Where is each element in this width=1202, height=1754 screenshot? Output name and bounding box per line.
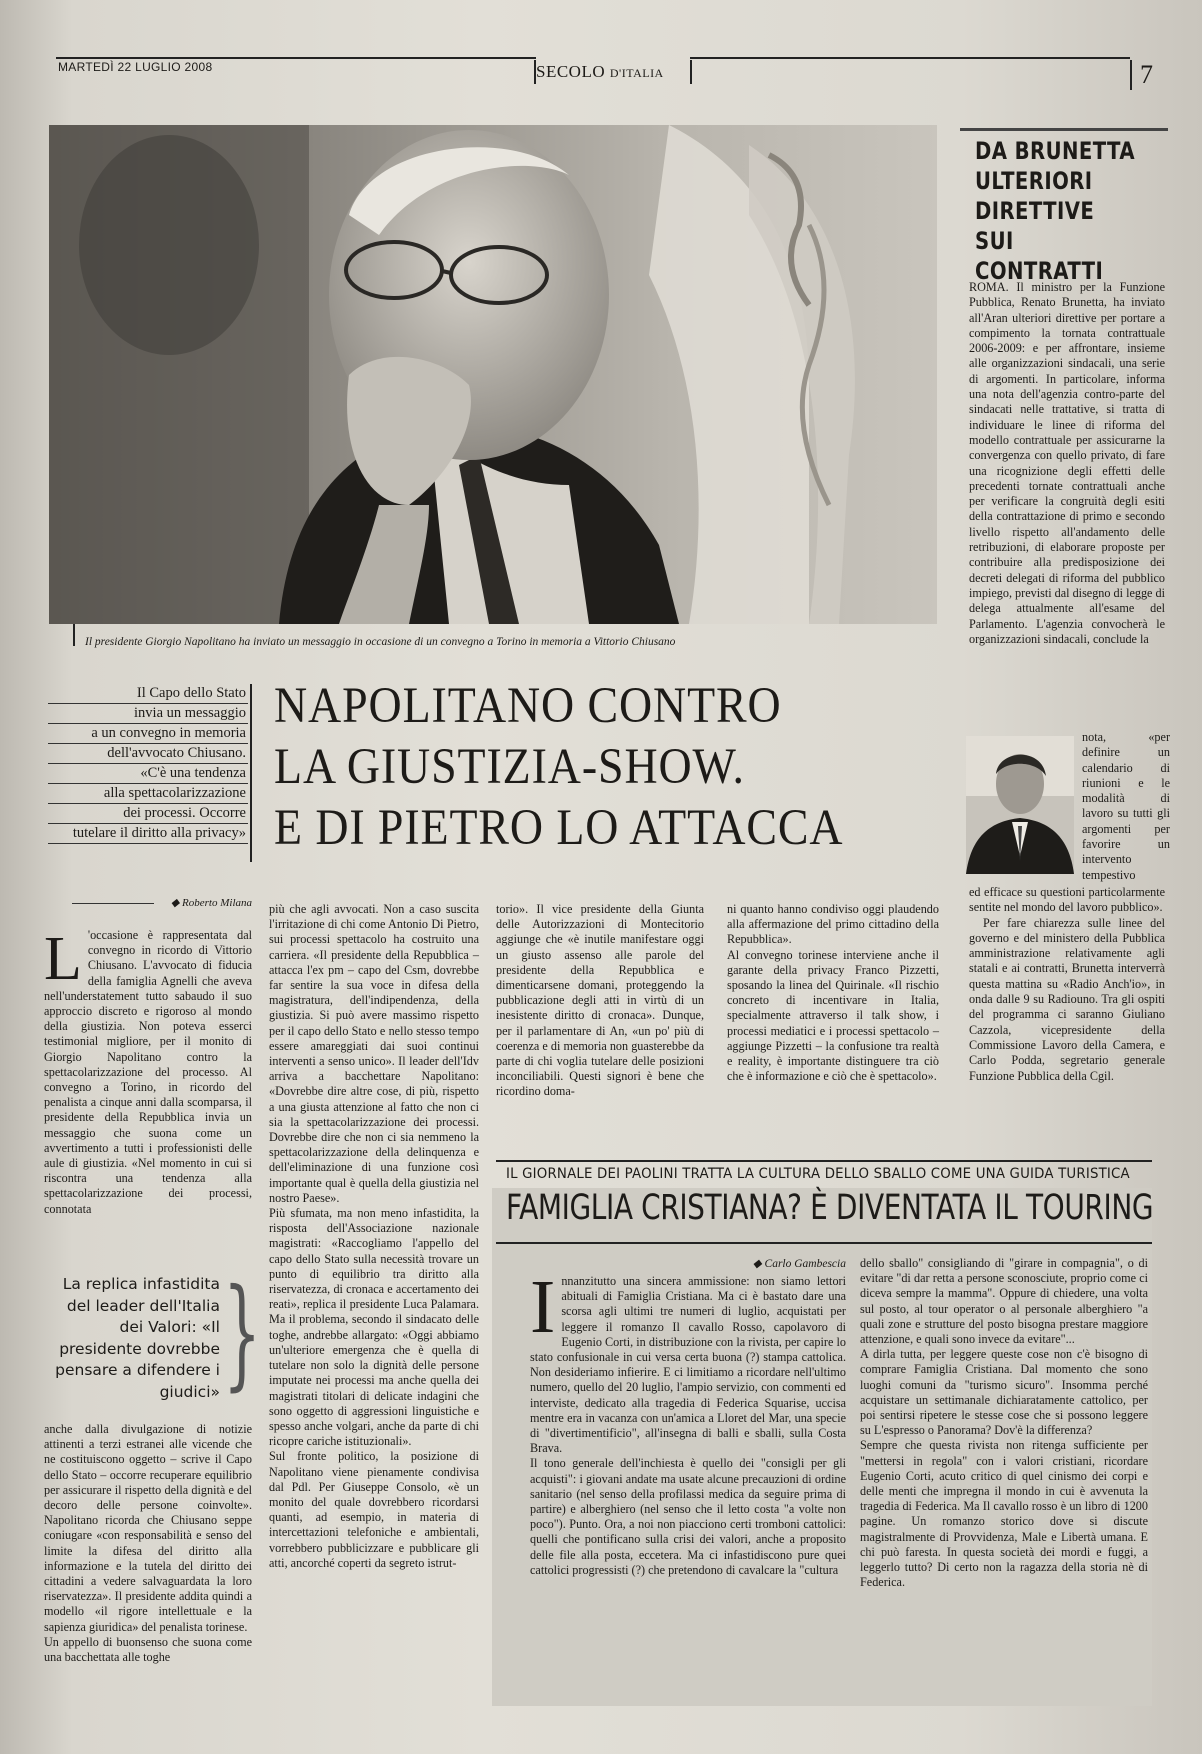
- issue-date: MARTEDÌ 22 LUGLIO 2008: [58, 60, 213, 74]
- masthead-main: SECOLO: [536, 62, 606, 81]
- story-column-1: [44, 925, 252, 1217]
- famiglia-byline: ◆ Carlo Gambescia: [752, 1258, 846, 1270]
- famiglia-rule-bottom: [496, 1242, 1152, 1244]
- page-number: 7: [1130, 60, 1153, 90]
- summary-line: dell'avvocato Chiusano.: [48, 744, 248, 764]
- sidebar-headline-line: SUI CONTRATTI: [975, 227, 1104, 285]
- story-paragraph: 'occasione è rappresentata dal convegno in ricordo di Vittorio Chiusano. L'avvocato di fiducia della famiglia Agnelli che aveva nell'understatement tutto sabaudo il suo approccio discreto e rigoroso al mondo della giustizia. Non poteva esserci testimonial migliore, per il monito di Giorgio Napolitano contro la spettacolarizzazione del processo. Al convegno a Torino, in ricordo del penalista a cinque anni dalla scomparsa, il presidente della Repubblica invia un messaggio che suona come un avvertimento a tutti i professionisti delle aule di giustizia. «Nel momento in cui si riscontra una tendenza alla spettacolarizzazione dei processi, connotata: [44, 928, 252, 1216]
- famiglia-column-2: [860, 1256, 1148, 1590]
- sidebar-headline-line: ULTERIORI: [975, 167, 1093, 195]
- byline-author: Roberto Milana: [182, 897, 252, 909]
- famiglia-rule-top: [496, 1160, 1152, 1162]
- header-rule-left: [56, 57, 536, 59]
- story-paragraph: anche dalla divulgazione di notizie attinenti a terzi estranei alle vicende che ne costituiscono oggetto – scrive il Capo dello Stato – occorre recuperare equilibrio per assicurare il rispetto della dignità e del decoro delle persone coinvolte». Napolitano ricorda che Chiusano seppe coniugare «con responsabilità e senso del limite la difesa del diritto alla informazione e la tutela del diritto dei cittadini a vedere salvaguardata la loro riservatezza». Il presidente addita quindi a modello «il rigore intellettuale e la sapienza giuridica» del penalista torinese. Un appello di buonsenso che suona come una bacchettata alle toghe: [44, 1422, 252, 1665]
- summary-line: Il Capo dello Stato: [48, 684, 248, 704]
- sidebar-paragraph: ed efficace su questioni particolarmente sentite nel mondo del lavoro pubblico».: [969, 885, 1165, 915]
- headline-line: LA GIUSTIZIA-SHOW.: [274, 739, 745, 795]
- masthead-small: D'ITALIA: [609, 66, 664, 80]
- story-column-4: [727, 902, 939, 1084]
- header-rule-right: [690, 57, 1130, 59]
- summary-line: alla spettacolarizzazione: [48, 784, 248, 804]
- header-divider: [690, 60, 692, 84]
- sidebar-headline-line: DA BRUNETTA: [975, 137, 1135, 165]
- famiglia-paragraph: dello sballo" consigliando di "girare in compagnia", o di evitare "di dar retta a persone sconosciute, proprio come ci diceva sempre la mamma". Oppure di chiedere, una volta sul posto, al tour operator o al personale alberghiero "a quali zone e strutture del posto bisogna prestare maggiore attenzione, e quali sono invece da evitare"... A dirla tutta, per leggere queste cose non c'è bisogno di comprare Famiglia Cristiana. Dal momento che sono luoghi comuni da "turismo sicuro". Insomma perché acquistare un settimanale dichiaratamente cattolico, per poi sentirsi ripetere le stesse cose che si possono leggere su L'espresso o Panorama? Dov'è la differenza? Sempre che questa rivista non ritenga sufficiente per "mettersi in regola" con i valori cristiani, ricordare Eugenio Corti, acuto critico di quel cinismo dei corpi e delle menti che impregna il mondo in cui è avvenuta la tragedia di Federica. Ma Il cavallo rosso è un libro di 1200 pagine. Un romanzo storico dove si discute magistralmente di Provvidenza, Male e Libertà umana. E chi può faresta. In questa società dei mordi e fuggi, a leggerlo tutto? Di certo non la ragazza della storia nè di Federica.: [860, 1256, 1148, 1590]
- pull-quote-brace: }: [223, 1264, 262, 1403]
- summary-rule: [250, 684, 252, 862]
- famiglia-paragraph: nnanzitutto una sincera ammissione: non siamo lettori abituali di Famiglia Cristiana. Ma ci è bastato dare una scorsa agli ultimi tre numeri di luglio, acquistati per leggere il romanzo Il cavallo Rosso, capolavoro di Eugenio Corti, in distribuzione con la rivista, per capire lo stato confusionale in cui versa certa buona (?) stampa cattolica. Non desideriamo infierire. E ci limitiamo a ricordare nell'ultimo numero, quello del 20 luglio, l'ampio servizio, con commenti ed interviste, dedicato alla tragedia di Federica Squarise, uccisa mentre era in vacanza con un'amica a Lloret del Mar, una specie di "divertimentificio", all'insegna di balli e sballi, sulla Costa Brava. Il tono generale dell'inchiesta è quello dei "consigli per gli acquisti": i giovani andate ma usate alcune precauzioni di ordine sanitario (nel senso della profilassi medica da seguire prima di partire) e alberghiero (nel senso che il letto costa "a volte non poco"). Punto. Ora, a noi non piacciono certi tromboni cattolici: quelli che pontificano sulla crisi dei valori, anche a proposito delle file alla posta, eccetera. Ma ci infastidiscono pure quei cattolici progressisti (?) che pretendono di cavalcare la "cultura: [530, 1274, 846, 1577]
- story-summary: [48, 684, 248, 844]
- masthead: [536, 62, 664, 82]
- headline-line: E DI PIETRO LO ATTACCA: [274, 800, 844, 856]
- pull-quote: La replica infastidita del leader dell'Italia dei Valori: «Il presidente dovrebbe pensare a difendere i giudici»: [55, 1275, 220, 1401]
- summary-line: invia un messaggio: [48, 704, 248, 724]
- sidebar-headline-line: DIRETTIVE: [975, 197, 1095, 225]
- story-column-1-continued: [44, 1422, 252, 1665]
- sidebar-body-continued: [969, 885, 1165, 1084]
- headline-line: NAPOLITANO CONTRO: [274, 678, 782, 734]
- story-paragraph: più che agli avvocati. Non a caso suscita l'irritazione di chi come Antonio Di Pietro, sui processi spettacolo ha costruito una carriera. «Il presidente della Repubblica – attacca l'ex pm – capo del Csm, dovrebbe far sentire la sua voce in difesa della magistratura, dell'indipendenza, della giustizia. Si può avere massimo rispetto per il capo dello Stato e nello stesso tempo essere amareggiati dai suoi continui interventi a senso unico». Il leader dell'Idv arriva a bacchettare Napolitano: «Dovrebbe dire altre cose, di più, rispetto a una giusta attenzione al fatto che non ci sia la spettacolarizzazione dei processi. Dovrebbe dire che non ci sia nemmeno la spettacolarizzazione della delinquenza e dell'eliminazione di una funzione così importante qual è quella della giustizia nel nostro Paese». Più sfumata, ma non meno infastidita, la risposta dell'Associazione nazionale magistrati: «Raccogliamo l'appello del capo dello Stato sulla necessità trovare un punto di equilibrio tra diritto alla riservatezza, di cronaca e accertamento dei reati», replica il presidente Luca Palamara. Ma il problema, secondo il sindacato delle toghe, andrebbe allargato: «Oggi abbiamo un'ulteriore emergenza che è quella di tutelare non solo la dignità delle persone imputate nei processi ma anche quella dei magistrati titolari di delicate indagini che sono oggetto di aggressioni linguistiche e spesso anche volgari, anche da parte di chi ricopre cariche istituzionali». Sul fronte politico, la posizione di Napolitano viene pienamente condivisa dal Pdl. Per Giuseppe Consolo, «è un monito del quale dovrebbero ricordarsi quanti, ad esempio, in materia di intercettazioni telefoniche e ambientali, vorrebbero pubblicizzare e pubblicare gli atti, ancorché coperti da segreto istrut-: [269, 902, 479, 1570]
- caption-rule: [73, 624, 75, 646]
- famiglia-kicker: IL GIORNALE DEI PAOLINI TRATTA LA CULTURA DELLO SBALLO COME UNA GUIDA TURISTICA: [506, 1166, 1130, 1182]
- sidebar-wrap-text: nota, «per definire un calendario di riunioni e le modalità di lavoro su tutti gli argomenti per favorire un intervento tempestivo: [1082, 730, 1170, 882]
- summary-line: «C'è una tendenza: [48, 764, 248, 784]
- main-headline: [274, 676, 944, 859]
- story-paragraph: ni quanto hanno condiviso oggi plaudendo alla affermazione del primo cittadino della Repubblica». Al convegno torinese interviene anche il garante della privacy Franco Pizzetti, sposando la linea del Quirinale. «Il rischio concreto di incentivare in Italia, specialmente attraverso il talk show, i processi mediatici e i processi spettacolo – aggiunge Pizzetti – la confusione tra realtà e reality, è importante distinguere tra ciò che è informazione e ciò che è spettacolo».: [727, 902, 939, 1084]
- story-column-3: [496, 902, 704, 1100]
- famiglia-column-1: [530, 1265, 846, 1578]
- summary-line: tutelare il diritto alla privacy»: [48, 824, 248, 844]
- sidebar-body: [969, 280, 1165, 647]
- sidebar-rule: [960, 128, 1168, 131]
- drop-cap: I: [530, 1265, 556, 1349]
- famiglia-headline: FAMIGLIA CRISTIANA? È DIVENTATA IL TOURING: [506, 1188, 1154, 1228]
- summary-line: dei processi. Occorre: [48, 804, 248, 824]
- drop-cap: L: [44, 925, 82, 993]
- napolitano-photo: [49, 125, 937, 624]
- story-paragraph: torio». Il vice presidente della Giunta delle Autorizzazioni di Montecitorio aggiunge che «è inutile manifestare oggi un giusto assenso alle parole del presidente della Repubblica e dimenticarsene domani, proteggendo la pubblicazione degli atti in virtù di un inesistente diritto di cronaca». Dunque, per il parlamentare di An, «un po' più di coerenza e di memoria non guasterebbe da parte di chi voglia tutelare delle posizioni inconciliabili. Questi signori è bene che ricordino doma-: [496, 902, 704, 1099]
- story-byline: ◆ Roberto Milana: [170, 897, 252, 909]
- summary-line: a un convegno in memoria: [48, 724, 248, 744]
- byline-author: Carlo Gambescia: [764, 1258, 846, 1270]
- photo-caption: Il presidente Giorgio Napolitano ha inviato un messaggio in occasione di un convegno a Torino in memoria a Vittorio Chiusano: [85, 636, 676, 648]
- sidebar-paragraph: Per fare chiarezza sulle linee del governo e del ministero della Pubblica amministrazione relativamente agli statali e ai contratti, Brunetta interverrà questa mattina su «Radio Anch'io», in onda dalle 9 su Radiouno. Tra gli ospiti del programma ci saranno Giuliano Cazzola, vicepresidente della Commissione Lavoro della Camera, e Carlo Podda, segretario generale Funzione Pubblica della Cgil.: [969, 915, 1165, 1083]
- story-column-2: [269, 902, 479, 1571]
- sidebar-paragraph: ROMA. Il ministro per la Funzione Pubblica, Renato Brunetta, ha inviato all'Aran ulteriori direttive per portare a compimento la tornata contrattuale 2006-2009: e per affrontare, insieme alle organizzazioni sindacali, una serie di argomenti. In particolare, informa una nota dell'agenzia contro-parte del sindacati nelle trattative, si tratta di individuare le linee di riforma del modello contrattuale per assicurarne la convergenza con quello privato, di fare una ricognizione degli effetti delle precedenti tornate contrattuali anche per verificare la congruità degli esiti della contrattazione di primo e secondo livello rispetto all'andamento delle retribuzioni, di elaborare proposte per contribuire alla predisposizione dei decreti delegati di riforma del pubblico impiego, previsti dal disegno di legge di delega attualmente all'esame del Parlamento. L'agenzia convocherà le organizzazioni sindacali, conclude la: [969, 280, 1165, 646]
- brunetta-photo: [966, 736, 1074, 874]
- sidebar-headline: [975, 136, 1139, 286]
